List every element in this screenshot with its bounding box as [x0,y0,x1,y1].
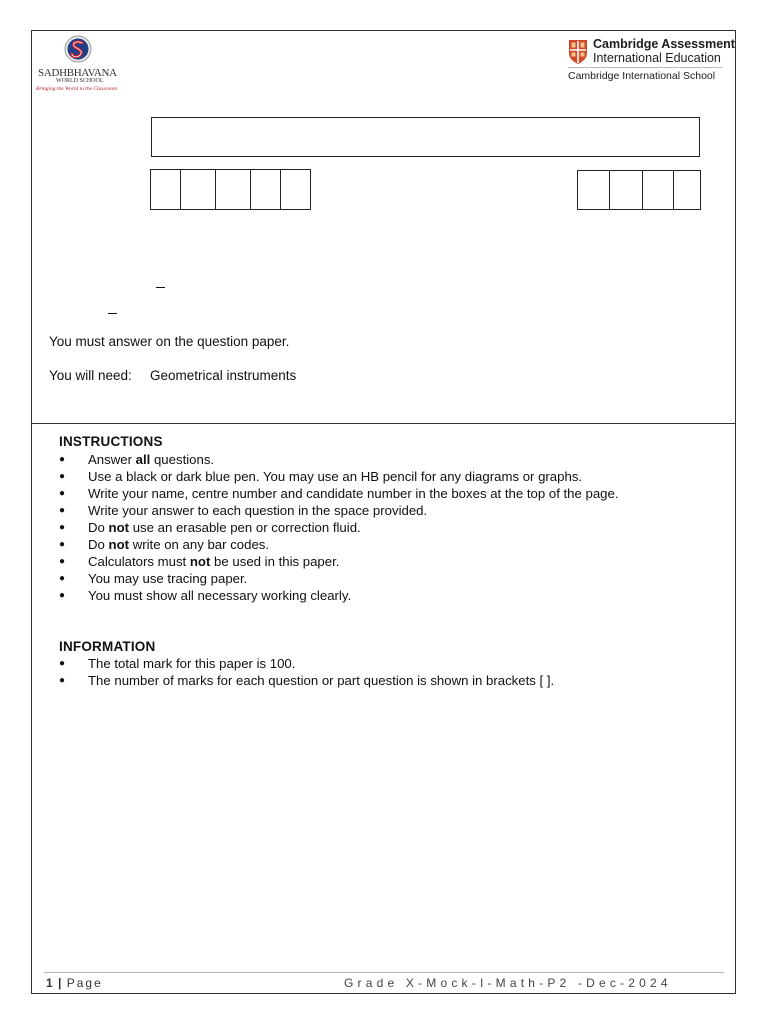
bullet-text-pre: Write your name, centre number and candidate number in the boxes at the top of the page. [88,486,619,501]
centre-number-cell[interactable] [215,169,251,210]
school-subtitle: WORLD SCHOOL [56,78,104,84]
page-separator: | [58,976,62,990]
bullet-text-pre: The total mark for this paper is 100. [88,656,296,671]
candidate-number-boxes [577,170,701,210]
bullet-text-bold: all [135,452,151,467]
bullet-dot-icon: ● [59,505,66,516]
blank-dash [156,287,165,288]
bullet-dot-icon: ● [59,556,66,567]
footer-divider [44,972,724,973]
information-heading: INFORMATION [59,639,156,654]
school-logo [36,34,122,94]
cambridge-logo [566,37,735,87]
bullet-item [59,587,619,604]
bullet-dot-icon: ● [59,539,66,550]
bullet-text-pre: Write your answer to each question in the space provided. [88,503,428,518]
information-list [59,655,554,689]
instructions-list [59,451,619,604]
bullet-item [59,672,554,689]
bullet-text-post: be used in this paper. [210,554,340,569]
bullet-item [59,570,619,587]
bullet-text-pre: You must show all necessary working clearly. [88,588,352,603]
bullet-dot-icon: ● [59,454,66,465]
bullet-text-bold: not [108,520,130,535]
bullet-text-post: write on any bar codes. [129,537,270,552]
school-tagline: Bringing the World to the Classroom [36,86,118,92]
blank-dash [108,313,117,314]
paper-code: Grade X-Mock-I-Math-P2 -Dec-2024 [344,976,672,990]
bullet-text-pre: You may use tracing paper. [88,571,248,586]
bullet-dot-icon: ● [59,590,66,601]
bullet-text-pre: Calculators must [88,554,190,569]
bullet-text-post: questions. [150,452,215,467]
bullet-item [59,519,619,536]
bullet-dot-icon: ● [59,573,66,584]
bullet-dot-icon: ● [59,488,66,499]
must-answer-text: You must answer on the question paper. [49,334,290,349]
bullet-item [59,485,619,502]
cambridge-shield-icon [568,39,588,65]
page-number: 1 [46,976,53,990]
bullet-text-pre: Use a black or dark blue pen. You may use an HB pencil for any diagrams or graphs. [88,469,583,484]
bullet-text-post: use an erasable pen or correction fluid. [129,520,361,535]
bullet-item [59,553,619,570]
cambridge-school-label: Cambridge International School [568,70,716,82]
bullet-text-pre: Do [88,537,109,552]
bullet-item [59,655,554,672]
section-divider [31,423,736,424]
school-name: SADHBHAVANA [38,67,117,79]
candidate-number-cell[interactable] [642,170,674,210]
bullet-dot-icon: ● [59,522,66,533]
centre-number-cell[interactable] [280,169,311,210]
candidate-name-box[interactable] [151,117,700,157]
bullet-item [59,468,619,485]
school-emblem-icon [36,34,122,68]
candidate-number-cell[interactable] [609,170,643,210]
cambridge-divider [568,67,722,68]
centre-number-cell[interactable] [180,169,216,210]
centre-number-cell[interactable] [250,169,281,210]
cambridge-title-line2: International Education [593,51,721,65]
bullet-text-pre: Answer [88,452,136,467]
candidate-number-cell[interactable] [577,170,610,210]
candidate-number-cell[interactable] [673,170,701,210]
centre-number-cell[interactable] [150,169,181,210]
bullet-item [59,536,619,553]
bullet-text-bold: not [189,554,211,569]
centre-number-boxes [150,169,311,210]
will-need-value: Geometrical instruments [150,368,297,383]
bullet-text-pre: The number of marks for each question or part question is shown in brackets [ ]. [88,673,555,688]
bullet-item [59,451,619,468]
page-indicator [46,976,103,990]
page-label: Page [66,976,103,990]
bullet-text-pre: Do [88,520,109,535]
bullet-text-bold: not [108,537,130,552]
bullet-dot-icon: ● [59,471,66,482]
bullet-item [59,502,619,519]
bullet-dot-icon: ● [59,658,66,669]
will-need-label: You will need: [49,368,132,383]
bullet-dot-icon: ● [59,675,66,686]
instructions-heading: INSTRUCTIONS [59,434,163,449]
cambridge-title-line1: Cambridge Assessment [593,37,735,51]
